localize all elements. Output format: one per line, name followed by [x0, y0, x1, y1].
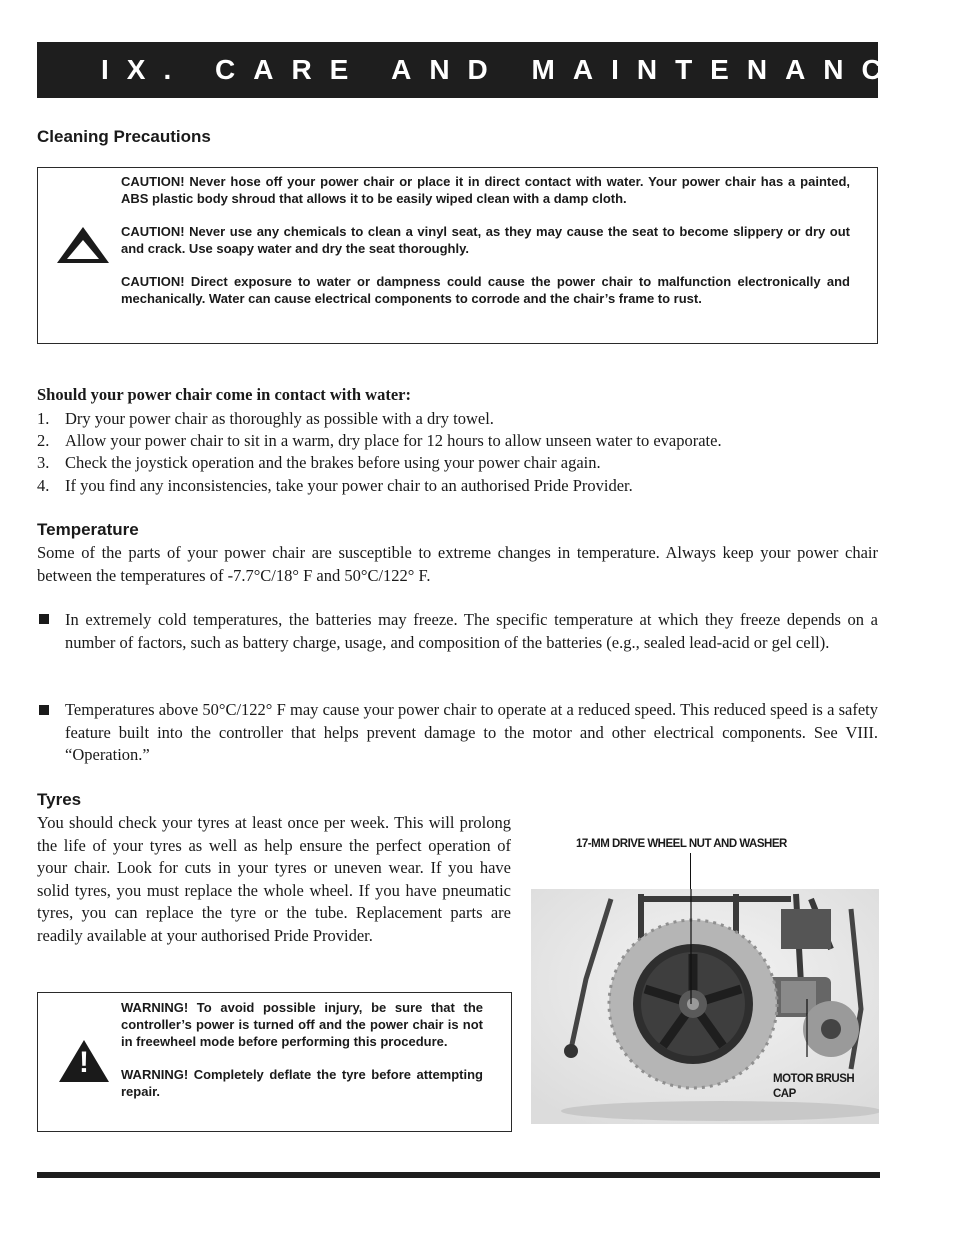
list-item: 2. Allow your power chair to sit in a warm, dry place for 12 hours to allow unseen water to evaporate. — [37, 431, 722, 450]
caution-box — [37, 167, 878, 344]
section-header: IX. CARE AND MAINTENANCE — [37, 42, 878, 98]
temperature-bullet: In extremely cold temperatures, the batteries may freeze. The specific temperature at which they freeze depends on a number of factors, such as battery charge, usage, and composition of the batteries (e.g., sealed lead-acid or gel cell). — [65, 610, 878, 652]
temperature-bullet: Temperatures above 50°C/122° F may cause your power chair to operate at a reduced speed. This reduced speed is a safety feature built into the controller that helps prevent damage to the motor and other electrical components. See VIII. “Operation.” — [65, 700, 878, 764]
tyres-body: You should check your tyres at least once per week. This will prolong the life of your tyres as well as help ensure the perfect operation of your chair. Look for cuts in your tyres or uneven wear. If you have solid tyres, you must replace the whole wheel. If you have pneumatic tyres, you can replace the tyre or the tube. Replacement parts are readily available at your authorised Pride Provider. — [37, 813, 511, 945]
list-item: 4. If you find any inconsistencies, take your power chair to an authorised Pride Provider. — [37, 476, 633, 495]
square-bullet-icon — [39, 614, 49, 624]
caution-text: CAUTION! Never hose off your power chair or place it in direct contact with water. Your power chair has a painted, ABS plastic body shroud that allows it to be easily wiped clean with a damp cloth. — [121, 174, 850, 206]
caution-text: CAUTION! Direct exposure to water or dampness could cause the power chair to malfunction electronically and mechanically. Water can cause electrical components to corrode and the chair’s frame to rust. — [121, 274, 850, 306]
callout-drive-wheel-nut: 17-MM DRIVE WHEEL NUT AND WASHER — [576, 838, 787, 850]
temperature-intro: Some of the parts of your power chair are susceptible to extreme changes in temperature. Always keep your power chair between the temperatures of -7.7°C/18° F and 50°C/122° F. — [37, 543, 878, 585]
footer-rule — [37, 1172, 880, 1178]
warning-exclamation: ! — [79, 1046, 89, 1079]
caution-triangle-icon — [56, 226, 110, 264]
warning-text: WARNING! Completely deflate the tyre before attempting repair. — [121, 1067, 483, 1099]
caution-text: CAUTION! Never use any chemicals to clean a vinyl seat, as they may cause the seat to become slippery or dry out and crack. Use soapy water and dry the seat thoroughly. — [121, 224, 850, 256]
cleaning-heading: Cleaning Precautions — [37, 127, 211, 146]
warning-text: WARNING! To avoid possible injury, be sure that the controller’s power is turned off and the power chair is not in freewheel mode before performing this procedure. — [121, 1000, 483, 1049]
callout-motor-brush-cap: MOTOR BRUSH CAP — [773, 1073, 855, 1100]
water-heading: Should your power chair come in contact with water: — [37, 385, 411, 404]
temperature-heading: Temperature — [37, 520, 139, 539]
tyres-heading: Tyres — [37, 790, 82, 809]
square-bullet-icon — [39, 705, 49, 715]
list-item: 3. Check the joystick operation and the brakes before using your power chair again. — [37, 453, 601, 472]
leader-line — [690, 853, 691, 889]
warning-box — [37, 992, 512, 1132]
list-item: 1. Dry your power chair as thoroughly as possible with a dry towel. — [37, 409, 494, 428]
